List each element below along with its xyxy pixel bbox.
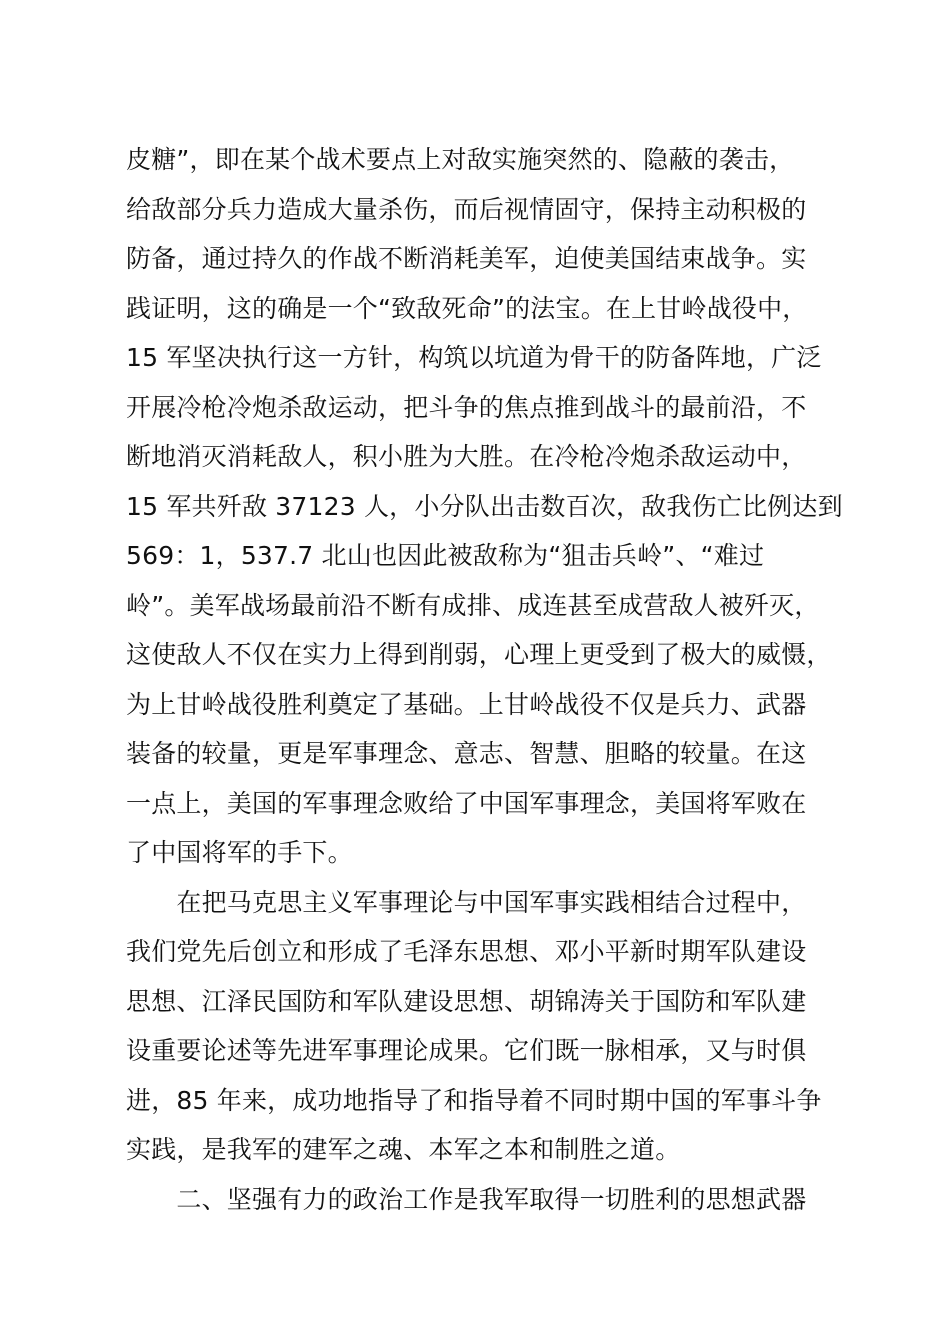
text-line: 569：1，537.7 北山也因此被敌称为“狙击兵岭”、“难过 [126, 541, 765, 570]
text-line: 皮糖”，即在某个战术要点上对敌实施突然的、隐蔽的袭击， [126, 145, 795, 174]
section-heading: 二、坚强有力的政治工作是我军取得一切胜利的思想武器 [126, 1184, 807, 1214]
body-text [126, 135, 846, 1224]
text-line: 践证明，这的确是一个“致敌死命”的法宝。在上甘岭战役中， [126, 293, 808, 323]
text-line: 了中国将军的手下。 [126, 838, 353, 867]
text-line: 实践，是我军的建军之魂、本军之本和制胜之道。 [126, 1135, 681, 1164]
text-line: 进，85 年来，成功地指导了和指导着不同时期中国的军事斗争 [126, 1085, 822, 1115]
text-line: 我们党先后创立和形成了毛泽东思想、邓小平新时期军队建设 [126, 937, 807, 966]
text-line: 设重要论述等先进军事理论成果。它们既一脉相承，又与时俱 [126, 1036, 807, 1065]
text-line: 为上甘岭战役胜利奠定了基础。上甘岭战役不仅是兵力、武器 [126, 689, 807, 719]
text-line: 防备，通过持久的作战不断消耗美军，迫使美国结束战争。实 [126, 244, 807, 273]
text-line: 给敌部分兵力造成大量杀伤，而后视情固守，保持主动积极的 [126, 194, 807, 224]
text-line: 一点上，美国的军事理念败给了中国军事理念，美国将军败在 [126, 788, 807, 818]
text-line: 思想、江泽民国防和军队建设思想、胡锦涛关于国防和军队建 [126, 986, 807, 1016]
text-line: 装备的较量，更是军事理念、意志、智慧、胆略的较量。在这 [126, 739, 807, 768]
text-line: 在把马克思主义军事理论与中国军事实践相结合过程中， [126, 887, 807, 917]
text-line: 15 军坚决执行这一方针，构筑以坑道为骨干的防备阵地，广泛 [126, 343, 822, 372]
text-line: 这使敌人不仅在实力上得到削弱，心理上更受到了极大的威慑， [126, 640, 832, 669]
text-line: 开展冷枪冷炮杀敌运动，把斗争的焦点推到战斗的最前沿，不 [126, 392, 807, 422]
text-line: 岭”。美军战场最前沿不断有成排、成连甚至成营敌人被歼灭， [126, 590, 820, 620]
text-line: 断地消灭消耗敌人，积小胜为大胜。在冷枪冷炮杀敌运动中， [126, 442, 807, 471]
text-line: 15 军共歼敌 37123 人，小分队出击数百次，敌我伤亡比例达到 [126, 491, 843, 521]
